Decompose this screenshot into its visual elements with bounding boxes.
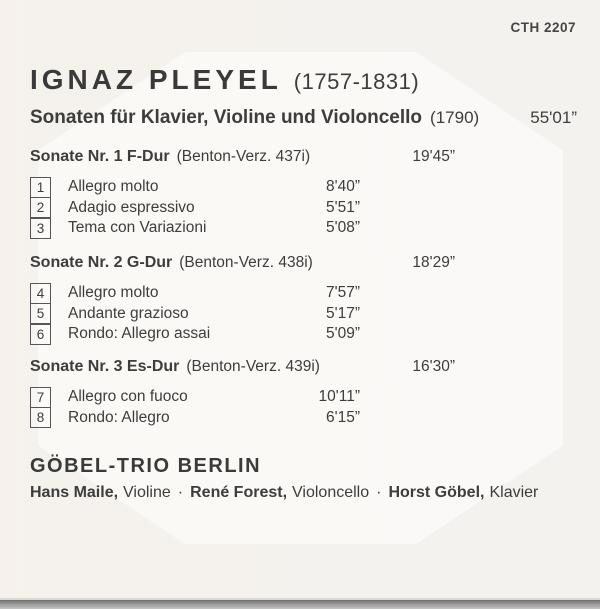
track-list — [30, 176, 360, 239]
track-row — [30, 386, 360, 408]
sonata-catalog: (Benton-Verz. 437i) — [176, 148, 311, 165]
track-duration: 5'09” — [326, 325, 360, 342]
track-number-box: 8 — [30, 407, 51, 428]
track-title: Tema con Variazioni — [68, 219, 207, 236]
track-row — [30, 197, 360, 219]
composer-dates: (1757-1831) — [293, 69, 420, 94]
credit-separator: · — [177, 484, 184, 501]
sonata-catalog: (Benton-Verz. 438i) — [179, 254, 313, 271]
track-number-box: 6 — [30, 324, 51, 345]
track-duration: 6'15” — [326, 408, 360, 426]
sonata-section-2 — [30, 254, 455, 345]
sonata-header — [30, 254, 455, 274]
track-number-box: 3 — [30, 218, 51, 239]
track-title: Rondo: Allegro assai — [68, 325, 211, 342]
sonata-title: Sonate Nr. 3 Es-Dur — [30, 358, 180, 375]
track-number-box: 2 — [30, 197, 51, 218]
ensemble-name: GÖBEL-TRIO BERLIN — [30, 455, 262, 477]
track-duration: 5'51” — [326, 198, 360, 216]
track-title: Andante grazioso — [68, 304, 189, 322]
scan-edge-shadow — [0, 600, 600, 609]
work-title: Sonaten für Klavier, Violine und Violoncello — [30, 107, 423, 128]
sonata-title: Sonate Nr. 2 G-Dur — [30, 254, 173, 271]
sonata-duration: 18'29” — [412, 254, 455, 271]
sonata-duration: 19'45” — [412, 148, 455, 165]
track-duration: 7'57” — [326, 284, 360, 301]
track-title: Rondo: Allegro — [68, 408, 170, 426]
performer-name: René Forest, — [190, 484, 288, 501]
track-title: Allegro molto — [68, 178, 159, 195]
performer-name: Hans Maile, — [30, 484, 119, 501]
track-row — [30, 176, 360, 198]
performer-name: Horst Göbel, — [388, 484, 485, 501]
track-row — [30, 303, 360, 325]
track-title: Adagio espressivo — [68, 198, 195, 216]
track-number-box: 5 — [30, 303, 51, 324]
sonata-duration: 16'30” — [412, 358, 455, 375]
sonata-catalog: (Benton-Verz. 439i) — [186, 358, 320, 375]
performer-instrument: Violoncello — [292, 484, 370, 501]
performer-instrument: Klavier — [489, 484, 539, 501]
track-title: Allegro con fuoco — [68, 388, 188, 405]
track-title: Allegro molto — [68, 284, 159, 301]
track-number-box: 4 — [30, 283, 51, 304]
total-duration: 55'01” — [530, 108, 577, 127]
composer-line — [30, 64, 419, 96]
sonata-section-3 — [30, 358, 455, 429]
performer-instrument: Violine — [123, 484, 171, 501]
track-row — [30, 323, 360, 345]
track-duration: 10'11” — [318, 388, 360, 405]
track-duration: 5'17” — [326, 304, 360, 322]
sonata-section-1 — [30, 148, 455, 239]
performers-block — [30, 455, 577, 502]
track-number-box: 7 — [30, 387, 51, 408]
track-row — [30, 217, 360, 239]
track-row — [30, 407, 360, 429]
sonata-title: Sonate Nr. 1 F-Dur — [30, 148, 170, 165]
track-row — [30, 282, 360, 304]
work-year: (1790) — [430, 108, 480, 127]
composer-name: IGNAZ PLEYEL — [30, 64, 282, 95]
track-list — [30, 282, 360, 345]
credit-separator: · — [376, 484, 382, 501]
sonata-header — [30, 358, 455, 378]
track-duration: 5'08” — [326, 219, 360, 236]
catalog-number: CTH 2207 — [510, 20, 576, 35]
credits-line — [30, 484, 577, 502]
track-list — [30, 386, 360, 429]
work-title-line — [30, 107, 577, 129]
track-duration: 8'40” — [326, 178, 360, 195]
sonata-header — [30, 148, 455, 168]
track-number-box: 1 — [30, 177, 51, 198]
